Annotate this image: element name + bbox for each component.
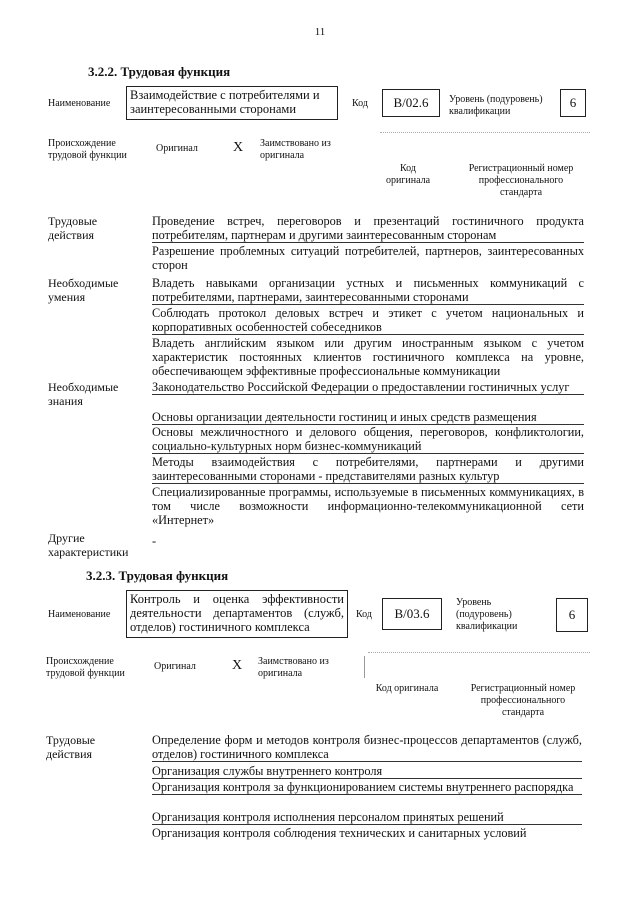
- code-original-label: Код оригинала: [385, 163, 431, 186]
- list-item: Организация контроля исполнения персоналом принятых решений: [152, 810, 582, 825]
- original-x-mark: X: [232, 658, 243, 673]
- divider: [364, 656, 365, 678]
- list-item: Законодательство Российской Федерации о предоставлении гостиничных услуг: [152, 380, 584, 395]
- reg-number-label: Регистрационный номер профессионального стандарта: [468, 163, 574, 198]
- code-label: Код: [352, 98, 368, 109]
- list-item: Методы взаимодействия с потребителями, партнерами и другими заинтересованными сторонами - представителями разных культур: [152, 455, 584, 483]
- other-value: -: [152, 534, 157, 548]
- knowledge-label: Необходимые знания: [48, 380, 119, 408]
- list-item: Соблюдать протокол деловых встреч и этикет с учетом национальных и корпоративных особенностей собеседников: [152, 306, 584, 334]
- reg-number-label: Регистрационный номер профессионального стандарта: [470, 683, 576, 718]
- level-label: Уровень (подуровень) квалификации: [456, 597, 518, 632]
- level-value-box: 6: [560, 89, 586, 117]
- borrowed-label: Заимствовано из оригинала: [260, 138, 331, 161]
- code-original-label: Код оригинала: [375, 683, 439, 694]
- list-item: Специализированные программы, используемые в письменных коммуникациях, в том числе возможности информационно-телекоммуникационной сети «Интернет»: [152, 485, 584, 527]
- page-number: 11: [314, 26, 326, 38]
- skills-label: Необходимые умения: [48, 276, 119, 304]
- origin-label: Происхождение трудовой функции: [46, 656, 125, 679]
- code-value-box: B/03.6: [382, 598, 442, 630]
- divider: [368, 652, 590, 653]
- actions-label: Трудовые действия: [46, 733, 96, 761]
- list-item: Организация контроля за функционированием системы внутреннего распорядка: [152, 780, 582, 795]
- list-item: Основы межличностного и делового общения, переговоров, конфликтологии, социально-культурных норм бизнес-коммуникаций: [152, 425, 584, 453]
- list-item: Владеть английским языком или другим иностранным языком с учетом характеристик постоянных клиентов гостиничного комплекса на уровне, обеспечивающем эффективные профессиональные коммуникации: [152, 336, 584, 378]
- name-label: Наименование: [48, 609, 111, 620]
- list-item: Основы организации деятельности гостиниц и иных средств размещения: [152, 410, 584, 425]
- origin-label: Происхождение трудовой функции: [48, 138, 127, 161]
- actions-label: Трудовые действия: [48, 214, 98, 242]
- original-label: Оригинал: [154, 661, 196, 672]
- list-item: Владеть навыками организации устных и письменных коммуникаций с потребителями, партнерами, заинтересованными сторонами: [152, 276, 584, 304]
- code-label: Код: [356, 609, 372, 620]
- section-title: 3.2.3. Трудовая функция: [86, 568, 229, 583]
- function-name-box: Контроль и оценка эффективности деятельности департаментов (служб, отделов) гостиничного комплекса: [126, 590, 348, 638]
- list-item: Определение форм и методов контроля бизнес-процессов департаментов (служб, отделов) гостиничного комплекса: [152, 733, 582, 761]
- borrowed-label: Заимствовано из оригинала: [258, 656, 329, 679]
- divider: [380, 132, 590, 133]
- original-label: Оригинал: [156, 143, 198, 154]
- other-label: Другие характеристики: [48, 531, 129, 559]
- section-title: 3.2.2. Трудовая функция: [88, 64, 231, 79]
- level-value-box: 6: [556, 598, 588, 632]
- list-item: Проведение встреч, переговоров и презентаций гостиничного продукта потребителям, партнерам и другими заинтересованным сторонам: [152, 214, 584, 242]
- code-value-box: B/02.6: [382, 89, 440, 117]
- function-name-box: Взаимодействие с потребителями и заинтересованными сторонами: [126, 86, 338, 120]
- original-x-mark: X: [233, 140, 244, 155]
- list-item: Организация контроля соблюдения технических и санитарных условий: [152, 826, 527, 840]
- name-label: Наименование: [48, 98, 111, 109]
- list-item: Разрешение проблемных ситуаций потребителей, партнеров, заинтересованных сторон: [152, 244, 584, 272]
- level-label: Уровень (подуровень) квалификации: [449, 94, 543, 117]
- list-item: Организация службы внутреннего контроля: [152, 764, 582, 779]
